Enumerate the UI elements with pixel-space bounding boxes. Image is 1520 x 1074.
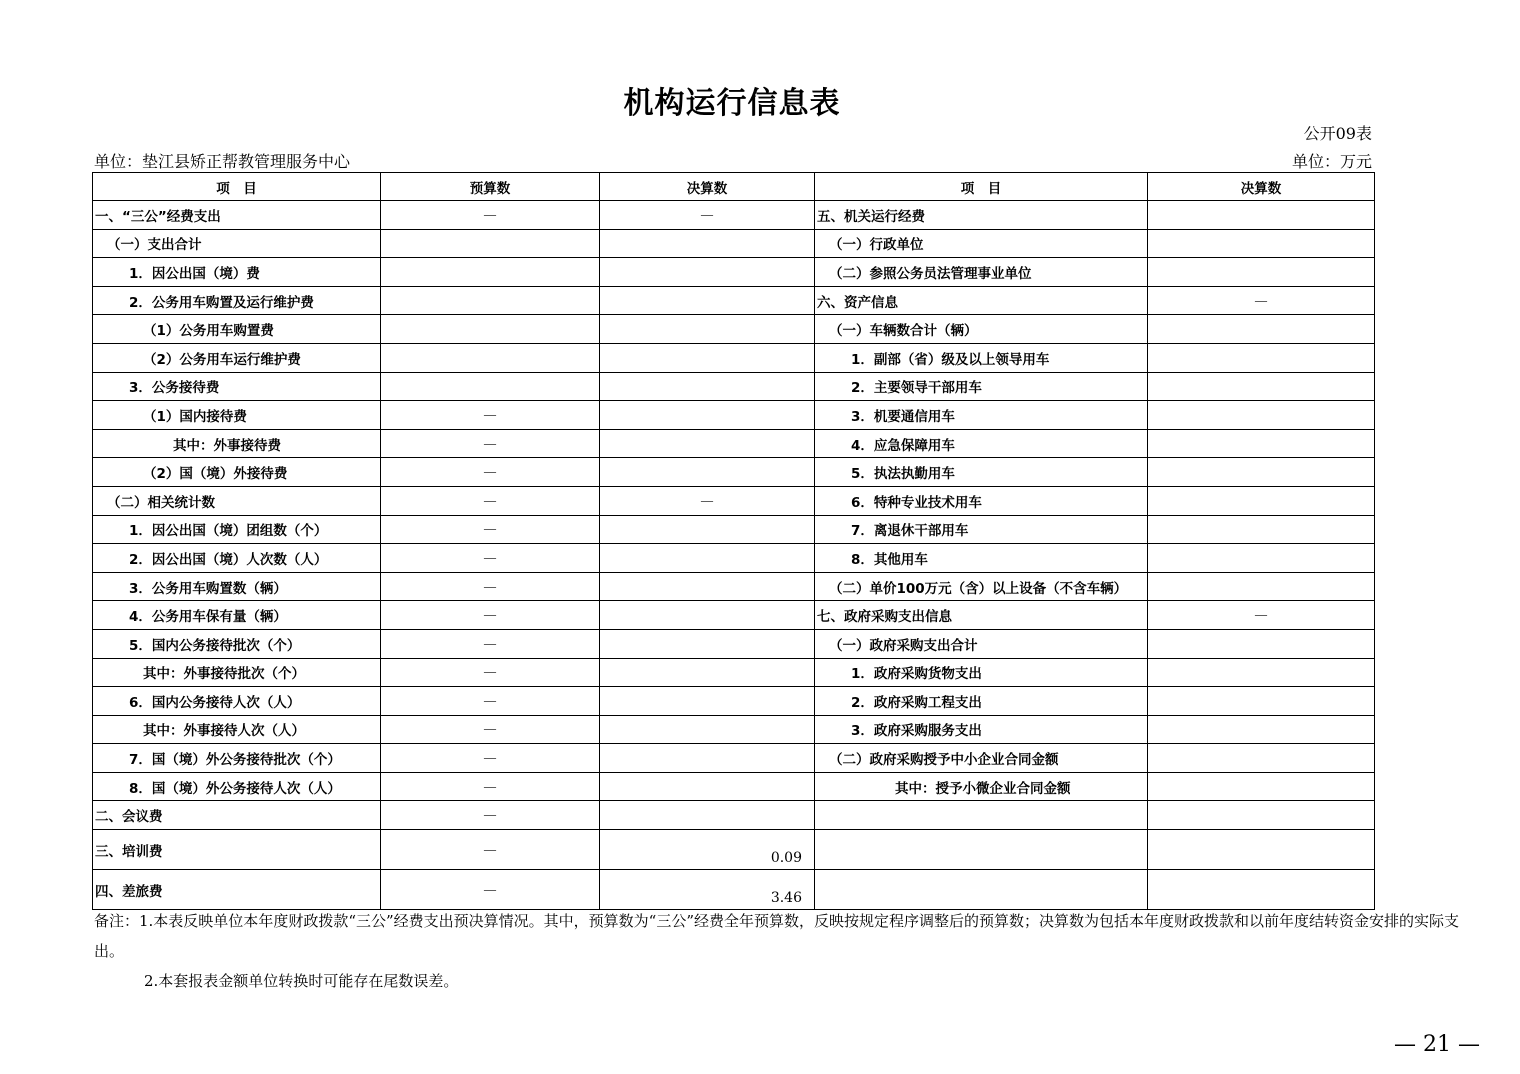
left-item-label: （1）国内接待费 (93, 401, 381, 430)
right-item-label: 6．特种专业技术用车 (815, 486, 1148, 515)
table-row (93, 544, 1375, 573)
right-item-label: 2．主要领导干部用车 (815, 372, 1148, 401)
left-budget-value: — (381, 401, 600, 430)
right-final-value: — (1148, 601, 1375, 630)
left-final-value: — (600, 201, 815, 230)
left-final-value (600, 715, 815, 744)
left-final-value (600, 801, 815, 830)
table-row (93, 801, 1375, 830)
right-final-value (1148, 229, 1375, 258)
left-final-value (600, 544, 815, 573)
left-item-label: 8．国（境）外公务接待人次（人） (93, 772, 381, 801)
right-final-value (1148, 343, 1375, 372)
table-row (93, 372, 1375, 401)
left-final-value (600, 658, 815, 687)
table-row (93, 658, 1375, 687)
table-row (93, 830, 1375, 870)
left-budget-value: — (381, 830, 600, 870)
right-final-value (1148, 515, 1375, 544)
left-final-value (600, 315, 815, 344)
right-final-value (1148, 687, 1375, 716)
table-row (93, 343, 1375, 372)
left-final-value (600, 687, 815, 716)
left-final-value (600, 286, 815, 315)
left-final-value (600, 258, 815, 287)
right-final-value (1148, 401, 1375, 430)
table-row (93, 772, 1375, 801)
table-row (93, 286, 1375, 315)
right-item-label: （一）行政单位 (815, 229, 1148, 258)
right-item-label: （一）车辆数合计（辆） (815, 315, 1148, 344)
table-row (93, 870, 1375, 910)
table-row (93, 515, 1375, 544)
left-budget-value: — (381, 515, 600, 544)
table-row (93, 486, 1375, 515)
left-budget-value: — (381, 687, 600, 716)
right-item-label: 7．离退休干部用车 (815, 515, 1148, 544)
right-item-label (815, 870, 1148, 910)
currency-unit: 单位：万元 (1291, 152, 1372, 171)
right-item-label: （二）单价100万元（含）以上设备（不含车辆） (815, 572, 1148, 601)
right-final-value (1148, 658, 1375, 687)
notes (94, 906, 1484, 996)
table-row (93, 315, 1375, 344)
left-item-label: 二、会议费 (93, 801, 381, 830)
table-row (93, 458, 1375, 487)
right-final-value (1148, 258, 1375, 287)
table-row (93, 258, 1375, 287)
left-budget-value: — (381, 772, 600, 801)
left-item-label: （二）相关统计数 (93, 486, 381, 515)
left-final-value (600, 772, 815, 801)
left-item-label: 四、差旅费 (93, 870, 381, 910)
table-row (93, 715, 1375, 744)
left-item-label: （一）支出合计 (93, 229, 381, 258)
left-budget-value: — (381, 544, 600, 573)
right-final-value (1148, 315, 1375, 344)
right-final-value (1148, 715, 1375, 744)
left-budget-value (381, 258, 600, 287)
page-title: 机构运行信息表 (623, 86, 841, 121)
left-item-label: 3．公务用车购置数（辆） (93, 572, 381, 601)
left-final-value (600, 458, 815, 487)
left-final-value (600, 629, 815, 658)
table-row (93, 429, 1375, 458)
right-final-value: — (1148, 286, 1375, 315)
right-final-value (1148, 429, 1375, 458)
table-row (93, 229, 1375, 258)
right-final-value (1148, 772, 1375, 801)
left-item-label: 7．国（境）外公务接待批次（个） (93, 744, 381, 773)
left-final-value (600, 572, 815, 601)
right-item-label: 4．应急保障用车 (815, 429, 1148, 458)
right-final-value (1148, 801, 1375, 830)
note-1: 备注：1.本表反映单位本年度财政拨款“三公”经费支出预决算情况。其中，预算数为“三公”经费全年预算数，反映按规定程序调整后的预算数；决算数为包括本年度财政拨款和以前年度结转资金安排的实际支出。 (94, 912, 1459, 960)
table-row (93, 201, 1375, 230)
left-final-value (600, 343, 815, 372)
left-final-value (600, 401, 815, 430)
table-row (93, 572, 1375, 601)
header-left-final: 决算数 (600, 173, 815, 201)
left-final-value (600, 601, 815, 630)
left-budget-value: — (381, 486, 600, 515)
form-number: 公开09表 (1303, 124, 1372, 143)
left-final-value (600, 429, 815, 458)
left-item-label: 一、“三公”经费支出 (93, 201, 381, 230)
right-final-value (1148, 744, 1375, 773)
table-row (93, 687, 1375, 716)
left-item-label: 其中：外事接待批次（个） (93, 658, 381, 687)
right-item-label: 六、资产信息 (815, 286, 1148, 315)
table-header-row (93, 173, 1375, 201)
table-row (93, 401, 1375, 430)
left-final-value (600, 372, 815, 401)
left-item-label: 其中：外事接待人次（人） (93, 715, 381, 744)
right-item-label: 其中：授予小微企业合同金额 (815, 772, 1148, 801)
left-item-label: 其中：外事接待费 (93, 429, 381, 458)
right-item-label: 七、政府采购支出信息 (815, 601, 1148, 630)
right-item-label: （二）政府采购授予中小企业合同金额 (815, 744, 1148, 773)
left-budget-value: — (381, 429, 600, 458)
right-item-label: 3．政府采购服务支出 (815, 715, 1148, 744)
left-budget-value: — (381, 458, 600, 487)
left-budget-value: — (381, 601, 600, 630)
left-budget-value (381, 372, 600, 401)
header-left-budget: 预算数 (381, 173, 600, 201)
right-final-value (1148, 629, 1375, 658)
right-item-label: 1．政府采购货物支出 (815, 658, 1148, 687)
right-final-value (1148, 544, 1375, 573)
left-item-label: 3．公务接待费 (93, 372, 381, 401)
right-final-value (1148, 458, 1375, 487)
left-budget-value: — (381, 801, 600, 830)
table-row (93, 601, 1375, 630)
note-2: 2.本套报表金额单位转换时可能存在尾数误差。 (144, 972, 459, 990)
left-budget-value: — (381, 744, 600, 773)
right-final-value (1148, 486, 1375, 515)
right-item-label (815, 830, 1148, 870)
left-item-label: 三、培训费 (93, 830, 381, 870)
info-table (92, 172, 1375, 910)
right-item-label: （二）参照公务员法管理事业单位 (815, 258, 1148, 287)
unit-name: 单位：垫江县矫正帮教管理服务中心 (94, 152, 351, 171)
right-item-label: 2．政府采购工程支出 (815, 687, 1148, 716)
right-item-label: （一）政府采购支出合计 (815, 629, 1148, 658)
left-budget-value (381, 229, 600, 258)
left-final-value (600, 515, 815, 544)
right-item-label: 5．执法执勤用车 (815, 458, 1148, 487)
left-item-label: 2．公务用车购置及运行维护费 (93, 286, 381, 315)
left-item-label: 1．因公出国（境）费 (93, 258, 381, 287)
right-item-label: 1．副部（省）级及以上领导用车 (815, 343, 1148, 372)
right-item-label (815, 801, 1148, 830)
left-final-value: 3.46 (600, 870, 815, 910)
left-budget-value (381, 343, 600, 372)
left-budget-value: — (381, 658, 600, 687)
right-item-label: 五、机关运行经费 (815, 201, 1148, 230)
header-left-item: 项 目 (93, 173, 381, 201)
left-final-value (600, 229, 815, 258)
left-item-label: （2）国（境）外接待费 (93, 458, 381, 487)
right-final-value (1148, 870, 1375, 910)
header-right-item: 项 目 (815, 173, 1148, 201)
left-budget-value (381, 315, 600, 344)
left-item-label: 2．因公出国（境）人次数（人） (93, 544, 381, 573)
page-number: — 21 — (1394, 1032, 1480, 1057)
right-final-value (1148, 372, 1375, 401)
left-item-label: 5．国内公务接待批次（个） (93, 629, 381, 658)
left-final-value (600, 744, 815, 773)
right-final-value (1148, 201, 1375, 230)
table-row (93, 744, 1375, 773)
left-item-label: （1）公务用车购置费 (93, 315, 381, 344)
right-final-value (1148, 572, 1375, 601)
table-row (93, 629, 1375, 658)
right-final-value (1148, 830, 1375, 870)
left-budget-value: — (381, 629, 600, 658)
left-budget-value: — (381, 870, 600, 910)
left-item-label: 6．国内公务接待人次（人） (93, 687, 381, 716)
left-budget-value (381, 286, 600, 315)
left-budget-value: — (381, 201, 600, 230)
left-item-label: 4．公务用车保有量（辆） (93, 601, 381, 630)
left-item-label: （2）公务用车运行维护费 (93, 343, 381, 372)
right-item-label: 3．机要通信用车 (815, 401, 1148, 430)
left-final-value: — (600, 486, 815, 515)
header-right-final: 决算数 (1148, 173, 1375, 201)
right-item-label: 8．其他用车 (815, 544, 1148, 573)
left-item-label: 1．因公出国（境）团组数（个） (93, 515, 381, 544)
left-budget-value: — (381, 572, 600, 601)
left-final-value: 0.09 (600, 830, 815, 870)
left-budget-value: — (381, 715, 600, 744)
